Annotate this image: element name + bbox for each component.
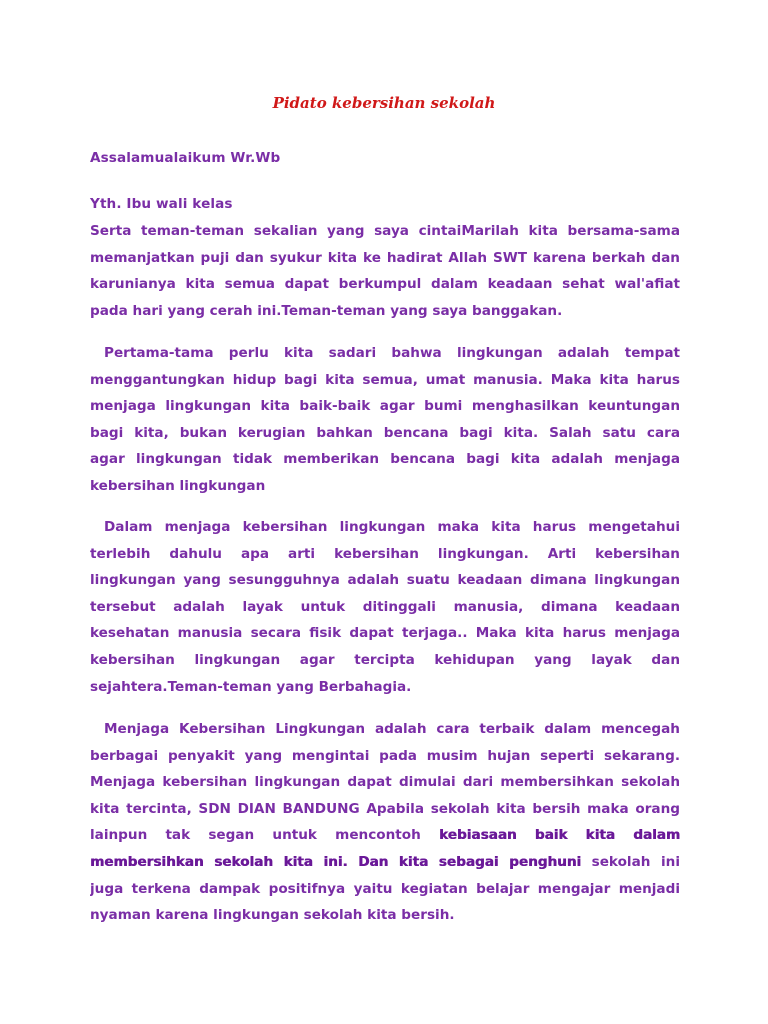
text-segment: menjaga lingkungan kita baik-baik agar bumi menghasilkan keuntungan	[90, 398, 680, 415]
text-line	[90, 796, 680, 823]
text-segment: kesehatan manusia secara fisik dapat terjaga.. Maka kita harus menjaga	[90, 625, 680, 642]
paragraph-opening	[90, 218, 680, 324]
text-segment: pada hari yang cerah ini.Teman-teman yang saya banggakan.	[90, 302, 563, 319]
paragraph-school-cleanliness	[90, 716, 680, 929]
text-line	[90, 822, 680, 849]
text-line	[90, 218, 680, 245]
text-line	[90, 647, 680, 674]
text-segment: karunianya kita semua dapat berkumpul dalam keadaan sehat wal'afiat	[90, 276, 680, 293]
text-line	[90, 446, 680, 473]
paragraph-cleanliness-meaning	[90, 514, 680, 700]
text-segment: terlebih dahulu apa arti kebersihan lingkungan. Arti kebersihan	[90, 545, 680, 562]
text-line	[90, 541, 680, 568]
text-segment: Pertama-tama perlu kita sadari bahwa lingkungan adalah tempat	[104, 345, 680, 361]
text-line	[90, 716, 680, 743]
text-line	[90, 420, 680, 447]
text-line	[90, 849, 680, 876]
text-segment: memanjatkan puji dan syukur kita ke hadirat Allah SWT karena berkah dan	[90, 249, 680, 266]
text-segment: lainpun tak segan untuk mencontoh	[90, 827, 439, 844]
text-line	[90, 620, 680, 647]
text-segment: juga terkena dampak positifnya yaitu kegiatan belajar mengajar menjadi	[90, 880, 680, 897]
text-line	[90, 902, 680, 929]
text-line	[90, 567, 680, 594]
text-segment: Dalam menjaga kebersihan lingkungan maka kita harus mengetahui	[104, 519, 680, 535]
text-line	[90, 594, 680, 621]
text-line	[90, 743, 680, 770]
text-line	[90, 876, 680, 903]
text-line	[90, 298, 680, 325]
text-segment: kebersihan lingkungan agar tercipta kehidupan yang layak dan	[90, 651, 680, 668]
text-segment: menggantungkan hidup bagi kita semua, umat manusia. Maka kita harus	[90, 371, 680, 388]
text-line	[90, 514, 680, 541]
text-line	[90, 367, 680, 394]
text-segment: nyaman karena lingkungan sekolah kita bersih.	[90, 907, 455, 924]
text-segment: agar lingkungan tidak memberikan bencana bagi kita adalah menjaga	[90, 451, 680, 468]
text-segment: sejahtera.Teman-teman yang Berbahagia.	[90, 678, 412, 695]
paragraph-environment	[90, 340, 680, 500]
emphasized-text: kebiasaan baik kita dalam	[439, 827, 680, 844]
greeting: Assalamualaikum Wr.Wb	[90, 150, 281, 166]
text-line	[90, 769, 680, 796]
text-segment: sekolah ini	[581, 853, 680, 870]
text-segment: tersebut adalah layak untuk ditinggali manusia, dimana keadaan	[90, 598, 680, 615]
emphasized-text: membersihkan sekolah kita ini. Dan kita sebagai penghuni	[90, 853, 582, 870]
text-segment: kebersihan lingkungan	[90, 477, 266, 494]
text-segment: Menjaga Kebersihan Lingkungan adalah cara terbaik dalam mencegah	[104, 721, 680, 737]
text-line	[90, 340, 680, 367]
address-line: Yth. Ibu wali kelas	[90, 196, 233, 212]
text-segment: lingkungan yang sesungguhnya adalah suatu keadaan dimana lingkungan	[90, 572, 680, 589]
text-line	[90, 674, 680, 701]
text-line	[90, 245, 680, 272]
text-segment: kita tercinta, SDN DIAN BANDUNG Apabila sekolah kita bersih maka orang	[90, 800, 680, 817]
document-title: Pidato kebersihan sekolah	[272, 94, 496, 112]
text-segment: bagi kita, bukan kerugian bahkan bencana bagi kita. Salah satu cara	[90, 424, 680, 441]
text-line	[90, 271, 680, 298]
text-segment: Menjaga kebersihan lingkungan dapat dimulai dari membersihkan sekolah	[90, 774, 680, 791]
text-segment: berbagai penyakit yang mengintai pada musim hujan seperti sekarang.	[90, 747, 680, 764]
text-line	[90, 393, 680, 420]
text-line	[90, 473, 680, 500]
text-segment: Serta teman-teman sekalian yang saya cintaiMarilah kita bersama-sama	[90, 223, 680, 239]
